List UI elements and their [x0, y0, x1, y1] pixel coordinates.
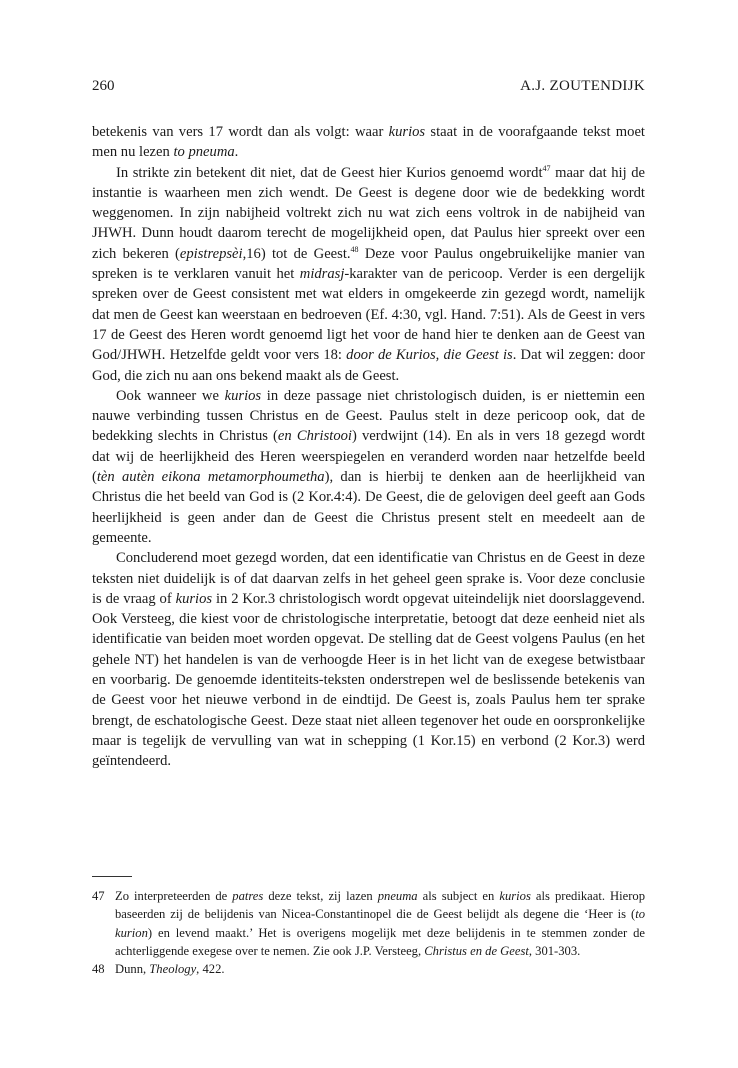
- running-head-author: A.J. ZOUTENDIJK: [520, 78, 645, 94]
- italic-term: Christus en de Geest: [424, 943, 529, 958]
- text-run: Concluderend moet gezegd worden, dat een identificatie van Christus en de Geest in deze teksten niet duidelijk is of dat daarvan zelfs in het geheel geen sprake is. Voor deze conclusie is de vraag of: [92, 550, 645, 607]
- italic-term: en Christooi: [277, 428, 352, 445]
- text-run: maar dat hij de instantie is waarheen men zich wendt. De Geest is degene door wie de bedekking wordt weggenomen. In zijn nabijheid voltrekt zich nu wat zich eens voltrok in de nabijheid van JHWH. Dunn houdt daarom terecht de mogelijkheid open, dat Paulus hier spreekt over een zich bekeren (: [92, 164, 645, 262]
- text-run: deze tekst, zij lazen: [263, 889, 378, 903]
- footnote-ref[interactable]: 47: [542, 163, 551, 173]
- footnote: [92, 887, 645, 960]
- italic-term: kurios: [175, 590, 213, 607]
- text-run: staat in de voorafgaande tekst moet men nu lezen: [92, 124, 645, 161]
- italic-term: Theology: [149, 962, 197, 977]
- text-run: -karakter van de pericoop. Verder is een dergelijk spreken over de Geest consistent met wat elders in omgekeerde zin gezegd wordt, namelijk dat men de Geest kan weerstaan en bedroeven (Ef. 4:30, vgl. Hand. 7:51). Als de Geest in vers 17 de Geest des Heren wordt genoemd ligt het voor de hand hier te denken aan de Geest van God/JHWH. Hetzelfde geldt voor vers 18:: [92, 266, 645, 364]
- text-run: Deze voor Paulus ongebruikelijke manier van spreken is te verklaren vanuit het: [92, 245, 645, 283]
- footnotes: [92, 887, 645, 978]
- text-run: in 2 Kor.3 christologisch wordt opgevat uiteindelijk niet doorslaggevend. Ook Versteeg, die kiest voor de christologische interpretatie, betoogt dat deze eenheid niet als identificatie van beiden moet worden opgevat. De stelling dat de Geest volgens Paulus (en het gehele NT) het handelen is van de verhoogde Heer is in het licht van de exegese betwistbaar en voorbarig. De genoemde identiteits-teksten onderstrepen wel de beslissende betekenis van de Geest voor het nieuwe verbond in de eindtijd. De Geest is, zoals Paulus hem ter sprake brengt, de eschatologische Geest. Deze staat niet alleen tegenover het oude en oorspronkelijke maar is tegelijk de vervulling van wat in schepping (1 Kor.15) en verbond (2 Kor.3) werd geïntendeerd.: [92, 590, 645, 770]
- text-run: als predikaat. Hierop baseerden zij de belijdenis van Nicea-Constantinopel die de Geest belijdt als degene die ‘Heer is (: [115, 889, 645, 922]
- text-run: ) en levend maakt.’ Het is overigens mogelijk met deze belijdenis in te stemmen zonder de achterliggende exegese over te nemen. Zie ook J.P. Versteeg,: [115, 925, 645, 958]
- text-run: , 422.: [196, 962, 225, 977]
- text-run: ) verdwijnt (14). En als in vers 18 gezegd wordt dat wij de heerlijkheid des Heren weerspiegelen en veranderd worden naar hetzelfde beeld (: [92, 428, 645, 486]
- italic-term: kurios: [224, 387, 262, 404]
- footnote: [92, 960, 645, 978]
- italic-term: kurios: [388, 124, 426, 140]
- italic-term: patres: [232, 889, 264, 903]
- italic-term: epistrepsèi: [179, 245, 243, 262]
- text-run: Zo interpreteerden de: [115, 889, 233, 903]
- footnote-number: 47: [92, 889, 105, 903]
- italic-term: pneuma: [377, 889, 418, 903]
- italic-term: kurios: [499, 889, 531, 903]
- paragraph: [92, 122, 645, 163]
- text-run: als subject en: [417, 889, 500, 903]
- main-text: [92, 122, 645, 772]
- paragraph: [92, 163, 645, 386]
- paragraph: [92, 548, 645, 771]
- text-run: in deze passage niet christologisch duiden, is er niettemin een nauwe verbinding tussen Christus en de Geest. Paulus stelt in deze pericoop ook, dat de bedekking slechts in Christus (: [92, 387, 645, 445]
- italic-term: tèn autèn eikona metamorphoumetha: [96, 469, 325, 486]
- text-run: Dunn,: [115, 962, 150, 977]
- paragraph: [92, 386, 645, 548]
- italic-term: door de Kurios, die Geest is: [346, 347, 513, 364]
- text-run: In strikte zin betekent dit niet, dat de Geest hier Kurios genoemd wordt: [116, 164, 543, 181]
- text-run: .: [234, 144, 239, 161]
- text-run: betekenis van vers 17 wordt dan als volgt: waar: [92, 124, 389, 140]
- text-run: . Dat wil zeggen: door God, die zich nu aan ons bekend maakt als de Geest.: [92, 347, 645, 384]
- footnote-ref[interactable]: 48: [350, 244, 359, 254]
- text-run: Ook wanneer we: [116, 387, 225, 404]
- text-run: ), dan is hierbij te denken aan de heerlijkheid van Christus die het beeld van God is (2 Kor.4:4). De Geest, die de gelovigen deel geeft aan Gods heerlijkheid is geen ander dan de Geest die Christus present stelt en meedeelt aan de gemeente.: [92, 469, 645, 546]
- italic-term: to pneuma: [173, 144, 235, 161]
- italic-term: to kurion: [115, 907, 645, 940]
- footnote-divider: [92, 876, 132, 877]
- italic-term: midrasj: [299, 266, 345, 283]
- footnote-number: 48: [92, 962, 105, 977]
- text-run: ,16) tot de Geest.: [242, 245, 351, 262]
- text-run: , 301-303.: [528, 943, 581, 958]
- page-number: 260: [92, 78, 115, 94]
